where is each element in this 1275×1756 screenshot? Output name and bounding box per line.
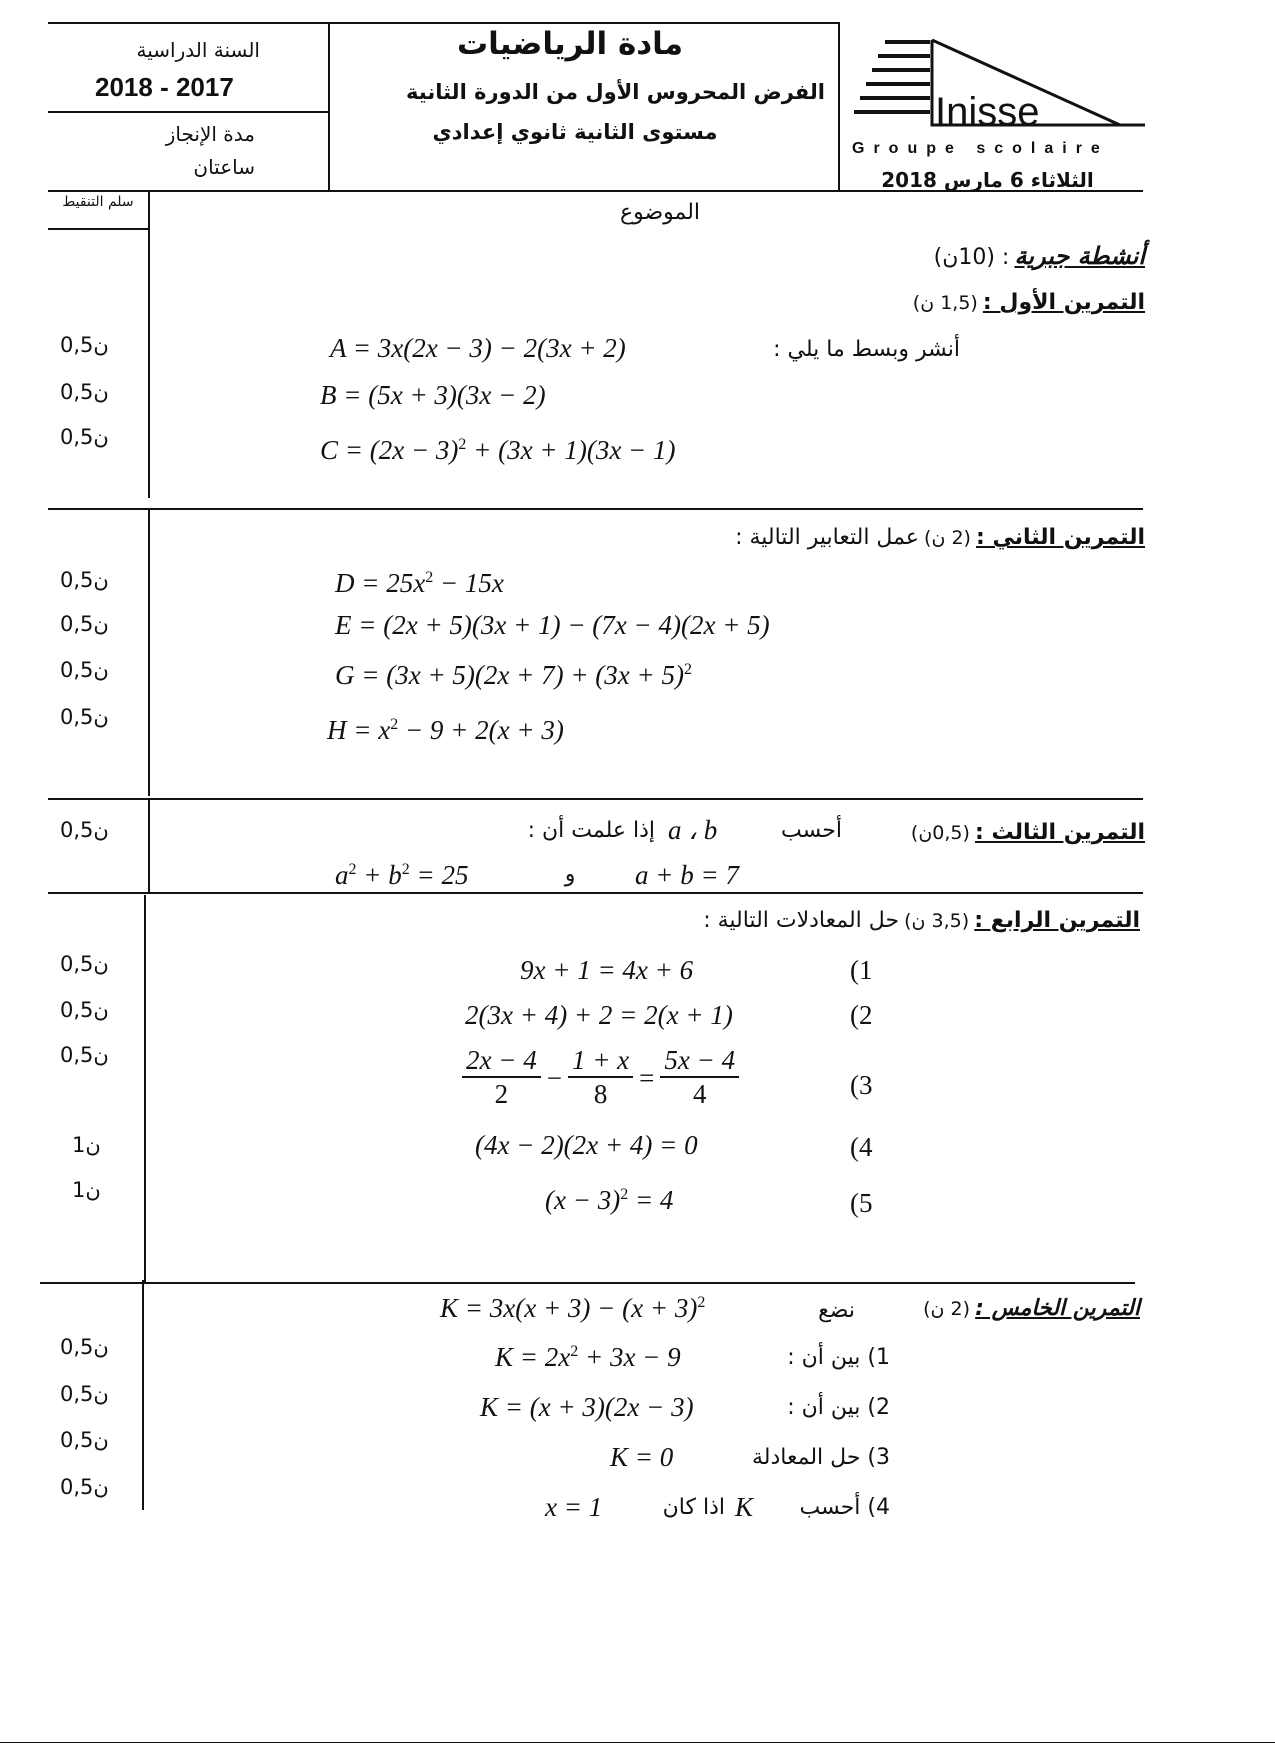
exercise1-points: (1,5 ن) xyxy=(912,292,978,314)
expr-ab-vars: a ، b xyxy=(668,815,718,845)
expr-e: E = (2x + 5)(3x + 1) − (7x − 4)(2x + 5) xyxy=(335,610,770,640)
exercise1-title: التمرين الأول : xyxy=(982,290,1145,315)
ex4-score-5: 1ن xyxy=(72,1178,101,1202)
ex1-score-2: 0,5ن xyxy=(60,380,109,404)
exercise3-points: (0,5ن) xyxy=(910,822,970,844)
exercise2-points: (2 ن) xyxy=(924,527,971,549)
grading-header: سلم التنقيط xyxy=(62,194,134,210)
section-title xyxy=(800,242,1145,270)
exercise1-heading xyxy=(820,290,1145,315)
expr-sum: a + b = 7 xyxy=(635,860,739,890)
logo-name: Inisse xyxy=(935,90,1040,134)
exercise4-heading xyxy=(550,908,1140,933)
ex5-score-4: 0,5ن xyxy=(60,1475,109,1499)
expr-h: $H = x^2 - 9 + 2(x + 3)$ xyxy=(327,715,564,745)
equation-3: $\frac{2x - 4}{2}$ − $\frac{1 + x}{8}$ = $\frac{5x - 4}{4}$ xyxy=(460,1045,741,1112)
exercise5-q4: 4) أحسب xyxy=(799,1495,890,1520)
fraction-2: $\frac{1 + x}{8}$ xyxy=(568,1045,633,1112)
ex4-score-3: 0,5ن xyxy=(60,1043,109,1067)
exercise3-heading xyxy=(860,820,1145,845)
equation-2: 2(3x + 4) + 2 = 2(x + 1) xyxy=(465,1000,733,1030)
section-points: : (10ن) xyxy=(933,245,1010,270)
exercise5-q1: 1) بين أن : xyxy=(787,1345,890,1370)
subject-title: مادة الرياضيات xyxy=(456,26,684,62)
fraction-3: $\frac{5x - 4}{4}$ xyxy=(660,1045,739,1112)
expr-k-expanded: $K = 2x^2 + 3x - 9$ xyxy=(495,1342,681,1372)
ex2-score-3: 0,5ن xyxy=(60,658,109,682)
equation-5-number: (5 xyxy=(850,1188,873,1218)
exercise5-q3: 3) حل المعادلة xyxy=(752,1445,890,1470)
ex3-score-1: 0,5ن xyxy=(60,818,109,842)
exercise5-instruction: نضع xyxy=(818,1298,855,1323)
exercise2-heading xyxy=(580,525,1145,550)
exercise2-title: التمرين الثاني : xyxy=(976,525,1145,550)
ex5-score-2: 0,5ن xyxy=(60,1382,109,1406)
exercise2-instruction: عمل التعابير التالية : xyxy=(735,525,919,550)
expr-g: $G = (3x + 5)(2x + 7) + (3x + 5)^2$ xyxy=(335,660,692,690)
ex2-score-1: 0,5ن xyxy=(60,568,109,592)
exercise4-instruction: حل المعادلات التالية : xyxy=(703,908,900,933)
expr-k-var: K xyxy=(735,1492,754,1522)
exercise3-instruction2: إذا علمت أن : xyxy=(527,818,655,843)
equation-2-number: (2 xyxy=(850,1000,873,1030)
ex4-score-4: 1ن xyxy=(72,1133,101,1157)
duration-label: مدة الإنجاز xyxy=(165,122,255,146)
equation-1-number: (1 xyxy=(850,955,873,985)
ex4-score-1: 0,5ن xyxy=(60,952,109,976)
fraction-1: $\frac{2x - 4}{2}$ xyxy=(462,1045,541,1112)
expr-sum-squares: $a^2 + b^2 = 25$ xyxy=(335,860,469,890)
equation-4-number: (4 xyxy=(850,1132,873,1162)
expr-b: B = (5x + 3)(3x − 2) xyxy=(320,380,546,410)
section-title-text: أنشطة جبرية xyxy=(1014,242,1145,270)
expr-k-factored: K = (x + 3)(2x − 3) xyxy=(480,1392,694,1422)
ex5-score-3: 0,5ن xyxy=(60,1428,109,1452)
exercise5-q2: 2) بين أن : xyxy=(787,1395,890,1420)
ex5-score-1: 0,5ن xyxy=(60,1335,109,1359)
school-year-label: السنة الدراسية xyxy=(136,38,260,62)
equation-1: 9x + 1 = 4x + 6 xyxy=(520,955,694,985)
exercise5-points: (2 ن) xyxy=(923,1298,971,1320)
ex4-score-2: 0,5ن xyxy=(60,998,109,1022)
subject-header: الموضوع xyxy=(619,200,701,225)
ex1-score-1: 0,5ن xyxy=(60,333,109,357)
duration-value: ساعتان xyxy=(193,155,255,179)
exercise5-q4b: اذا كان xyxy=(662,1495,725,1520)
expr-k-def: $K = 3x(x + 3) - (x + 3)^2$ xyxy=(440,1293,706,1323)
exam-date: الثلاثاء 6 مارس 2018 xyxy=(881,168,1094,192)
exercise5-heading xyxy=(860,1296,1140,1321)
ex1-score-3: 0,5ن xyxy=(60,425,109,449)
equation-4: (4x − 2)(2x + 4) = 0 xyxy=(475,1130,698,1160)
logo-subtitle: Groupe scolaire xyxy=(852,140,1109,157)
exercise3-instruction: أحسب xyxy=(781,818,842,843)
school-year-value: 2018 - 2017 xyxy=(95,72,234,102)
exercise4-title: التمرين الرابع : xyxy=(974,908,1140,933)
expr-d: $D = 25x^2 - 15x$ xyxy=(335,568,504,598)
equation-5: $(x - 3)^2 = 4$ xyxy=(545,1185,674,1215)
exercise4-points: (3,5 ن) xyxy=(904,910,970,932)
equation-3-number: (3 xyxy=(850,1070,873,1100)
exercise3-title: التمرين الثالث : xyxy=(975,820,1145,845)
exercise1-instruction: أنشر وبسط ما يلي : xyxy=(773,337,960,362)
level-title: مستوى الثانية ثانوي إعدادي xyxy=(432,120,718,144)
exercise5-title: التمرين الخامس : xyxy=(975,1296,1140,1321)
exam-title: الفرض المحروس الأول من الدورة الثانية xyxy=(406,80,825,104)
expr-k-zero: K = 0 xyxy=(610,1442,674,1472)
expr-x-value: x = 1 xyxy=(545,1492,603,1522)
exercise3-connector: و xyxy=(564,862,576,887)
expr-a: A = 3x(2x − 3) − 2(3x + 2) xyxy=(330,333,626,363)
ex2-score-4: 0,5ن xyxy=(60,705,109,729)
expr-c: $C = (2x - 3)^2 + (3x + 1)(3x - 1)$ xyxy=(320,435,676,465)
ex2-score-2: 0,5ن xyxy=(60,612,109,636)
